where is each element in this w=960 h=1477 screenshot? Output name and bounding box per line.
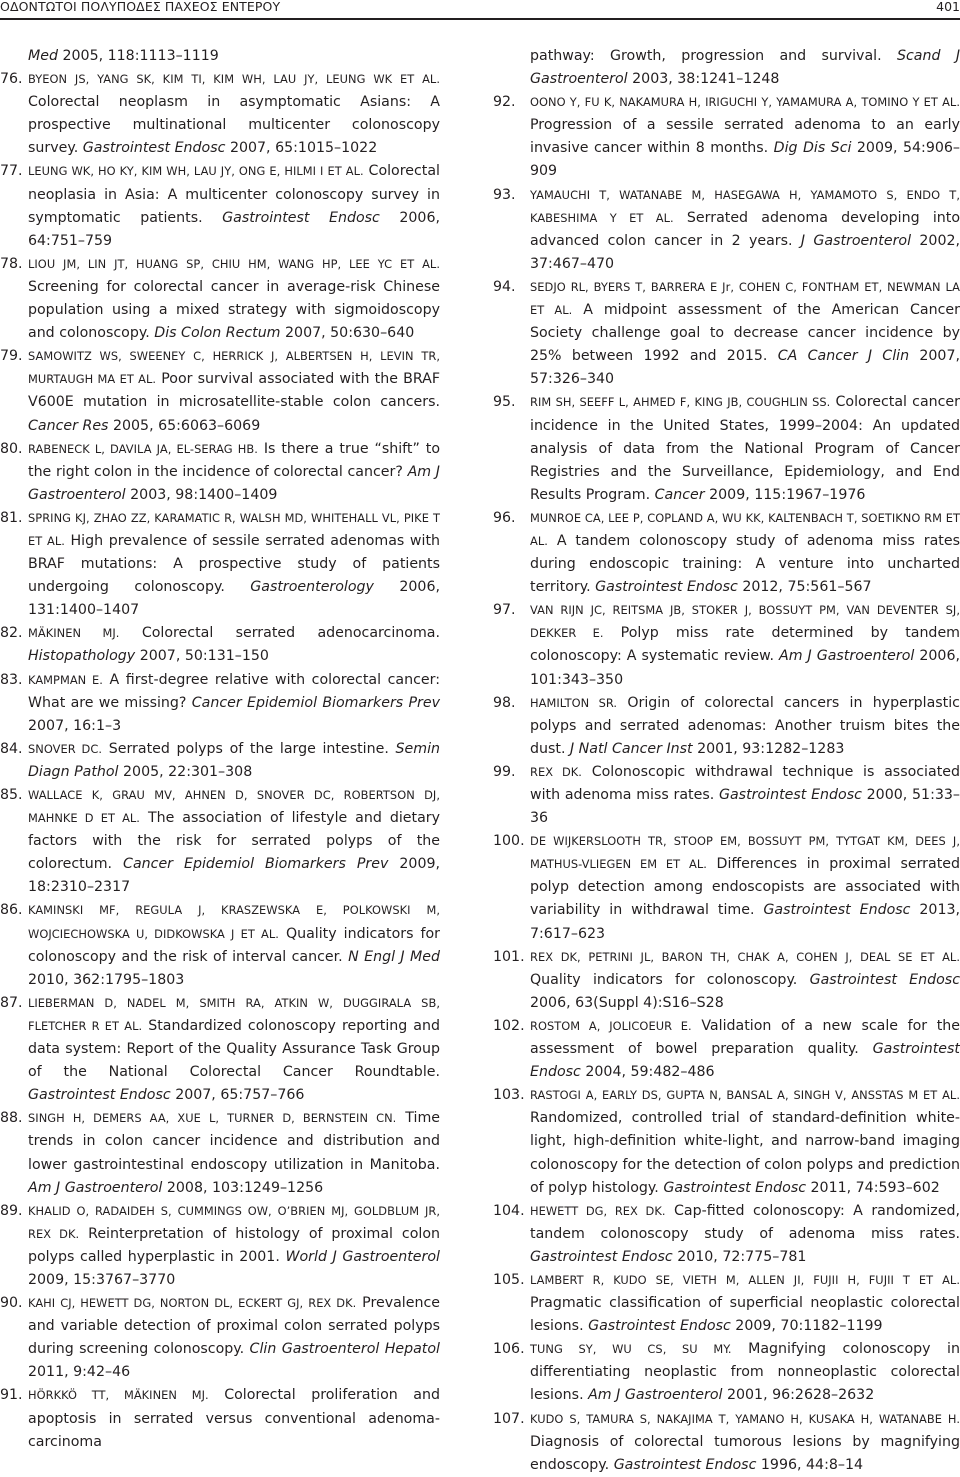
reference-authors: HEWETT DG, REX DK. [530, 1203, 666, 1218]
reference-details: 2006, 63(Suppl 4):S16–S28 [530, 994, 724, 1011]
reference-details: 2007, 50:131–150 [139, 648, 269, 665]
reference-number: 98. [493, 694, 516, 711]
reference-details: 2006, 131:1400–1407 [28, 579, 440, 619]
reference-details: 2010, 72:775–781 [677, 1248, 807, 1265]
reference-title: Is there a true “shift” to the right colon in the incidence of colorectal cancer? [28, 440, 440, 480]
reference-journal: Gastrointest Endosc [718, 787, 862, 803]
reference-details: 2004, 59:482–486 [585, 1064, 715, 1081]
reference-details: 1996, 44:8–14 [760, 1456, 864, 1473]
reference-number: 104. [493, 1202, 525, 1219]
reference-item [493, 1338, 960, 1407]
reference-item [0, 1384, 440, 1453]
reference-item [493, 276, 960, 391]
reference-authors: MUNROE CA, LEE P, COPLAND A, WU KK, KALTENBACH T, SOETIKNO RM ET AL. [530, 510, 960, 548]
reference-journal: Med [28, 48, 58, 64]
reference-authors: OONO Y, FU K, NAKAMURA H, IRIGUCHI Y, YAMAMURA A, TOMINO Y ET AL. [530, 95, 960, 110]
reference-title: Screening for colorectal cancer in average-risk Chinese population using a mixed strategy with sigmoidoscopy and colonoscopy. [28, 278, 440, 342]
reference-details: 2011, 9:42–46 [28, 1364, 131, 1381]
reference-item [0, 1107, 440, 1199]
reference-details: 2003, 98:1400–1409 [130, 486, 278, 503]
reference-title: A tandem colonoscopy study of adenoma miss rates during endoscopic training: A venture into uncharted territory. [530, 532, 960, 596]
reference-item [493, 1015, 960, 1084]
reference-title: Prevalence and variable detection of proximal colon serrated polyps during screening colonoscopy. [28, 1295, 440, 1358]
reference-number: 86. [0, 902, 23, 919]
reference-title: Quality indicators for colonoscopy. [530, 971, 798, 988]
reference-item [0, 738, 440, 784]
reference-journal: Gastroenterology [250, 579, 374, 596]
reference-number: 92. [493, 94, 516, 111]
reference-number: 103. [493, 1087, 525, 1104]
reference-number: 99. [493, 763, 516, 780]
reference-title: The association of lifestyle and dietary factors with the risk for serrated polyps of the colorectum. [28, 810, 440, 873]
reference-journal: Am J Gastroenterol [778, 648, 915, 665]
reference-journal: Gastrointest Endosc [595, 579, 738, 596]
reference-number: 80. [0, 440, 23, 457]
reference-authors: HAMILTON SR. [530, 695, 618, 710]
reference-details: 2001, 93:1282–1283 [697, 740, 845, 757]
reference-title: Polyp miss rate determined by tandem colonoscopy: A systematic review. [530, 625, 960, 665]
reference-authors: RABENECK L, DAVILA JA, EL-SERAG HB. [28, 441, 258, 456]
reference-title: Cap-fitted colonoscopy: A randomized, tandem colonoscopy study of adenoma miss rates. [530, 1202, 960, 1242]
reference-title: Reinterpretation of histology of proximal colon polyps called hyperplastic in 2001. [28, 1225, 440, 1265]
header-rule [0, 18, 960, 20]
reference-details: 2005, 65:6063–6069 [112, 417, 261, 434]
reference-item [0, 622, 440, 668]
reference-details: 2006, 101:343–350 [530, 648, 960, 688]
reference-item [493, 599, 960, 691]
reference-number: 91. [0, 1387, 23, 1404]
reference-details: 2005, 22:301–308 [123, 763, 253, 780]
reference-details: 2001, 96:2628–2632 [726, 1387, 875, 1404]
reference-item [493, 91, 960, 183]
reference-authors: KAHI CJ, HEWETT DG, NORTON DL, ECKERT GJ, REX DK. [28, 1296, 357, 1311]
reference-title: Randomized, controlled trial of standard-definition white-light, high-definition white-light, and narrow-band imaging colonoscopy for the detection of colon polyps and prediction of polyp histology. [530, 1110, 960, 1196]
reference-title: Magnifying colonoscopy in differentiating neoplastic from nonneoplastic colorectal lesions. [530, 1341, 960, 1404]
reference-number: 101. [493, 948, 525, 965]
reference-item [0, 1292, 440, 1384]
reference-details: 2002, 37:467–470 [530, 232, 960, 272]
reference-details: 2009, 70:1182–1199 [735, 1318, 883, 1335]
reference-journal: Gastrointest Endosc [82, 140, 226, 157]
reference-number: 81. [0, 509, 23, 526]
reference-details: 2007, 65:757–766 [175, 1087, 305, 1104]
reference-authors: LEUNG WK, HO KY, KIM WH, LAU JY, ONG E, HILMI I ET AL. [28, 164, 364, 179]
reference-journal: Am J Gastroenterol [28, 1179, 163, 1196]
reference-details: 2013, 7:617–623 [530, 902, 960, 942]
reference-title: Quality indicators for colonoscopy and the risk of interval cancer. [28, 925, 440, 965]
reference-title: Differences in proximal serrated polyp detection among endoscopists are associated with variability in withdrawal time. [530, 856, 960, 919]
reference-authors: DE WIJKERSLOOTH TR, STOOP EM, BOSSUYT PM, TYTGAT KM, DEES J, MATHUS-VLIEGEN EM ET AL. [530, 834, 960, 872]
reference-title: A first-degree relative with colorectal cancer: What are we missing? [28, 671, 440, 711]
reference-number: 94. [493, 278, 516, 295]
reference-item [493, 1084, 960, 1199]
reference-journal: N Engl J Med [348, 948, 440, 965]
reference-item [0, 669, 440, 738]
reference-item [493, 761, 960, 830]
reference-title: High prevalence of sessile serrated adenomas with BRAF mutations: A prospective study of patients undergoing colonoscopy. [28, 532, 441, 596]
reference-journal: J Natl Cancer Inst [569, 740, 693, 757]
reference-title: Colorectal neoplasm in asymptomatic Asians: A prospective multinational multicenter colonoscopy survey. [28, 94, 440, 157]
page-header [0, 0, 960, 26]
reference-title: Colorectal proliferation and apoptosis in serrated versus conventional adenoma-carcinoma [28, 1387, 440, 1450]
reference-item [0, 345, 440, 437]
reference-journal: Cancer [654, 486, 705, 503]
left-column [0, 45, 440, 1454]
reference-authors: KAMINSKI MF, REGULA J, KRASZEWSKA E, POLKOWSKI M, WOJCIECHOWSKA U, DIDKOWSKA J ET AL. [28, 903, 440, 941]
reference-number: 106. [493, 1341, 525, 1358]
reference-authors: MÄKINEN MJ. [28, 626, 120, 641]
reference-authors: SEDJO RL, BYERS T, BARRERA E Jr, COHEN C, FONTHAM ET, NEWMAN LA ET AL. [530, 279, 960, 318]
reference-journal: Semin Diagn Pathol [28, 740, 441, 780]
reference-journal: Clin Gastroenterol Hepatol [249, 1341, 440, 1358]
reference-item [493, 1408, 960, 1477]
reference-item [493, 391, 960, 506]
reference-title: Diagnosis of colorectal tumorous lesions by magnifying endoscopy. [530, 1433, 960, 1473]
reference-authors: WALLACE K, GRAU MV, AHNEN D, SNOVER DC, ROBERTSON DJ, MAHNKE D ET AL. [28, 788, 440, 826]
reference-authors: SNOVER DC. [28, 741, 103, 756]
reference-item [493, 692, 960, 761]
reference-item [0, 507, 440, 622]
reference-number: 77. [0, 163, 23, 180]
reference-number: 85. [0, 787, 23, 803]
reference-title: Standardized colonoscopy reporting and data system: Report of the Quality Assurance Task Group of the National Colorectal Cancer Roundtable. [28, 1017, 440, 1081]
reference-item [493, 830, 960, 945]
reference-details: 2005, 118:1113–1119 [62, 48, 219, 64]
reference-details: 2007, 57:326–340 [530, 348, 960, 388]
reference-item [493, 507, 960, 599]
reference-journal: J Gastroenterol [800, 232, 912, 249]
reference-journal: CA Cancer J Clin [777, 348, 910, 365]
reference-journal: Cancer Epidemiol Biomarkers Prev [123, 856, 389, 873]
reference-title: Serrated adenoma developing into advanced colon cancer in 2 years. [530, 209, 960, 249]
reference-journal: Am J Gastroenterol [28, 463, 440, 503]
reference-authors: RIM SH, SEEFF L, AHMED F, KING JB, COUGHLIN SS. [530, 395, 831, 410]
reference-authors: SPRING KJ, ZHAO ZZ, KARAMATIC R, WALSH MD, WHITEHALL VL, PIKE T ET AL. [28, 510, 440, 548]
reference-journal: Histopathology [28, 648, 136, 665]
reference-journal: Gastrointest Endosc [613, 1456, 757, 1473]
reference-details: 2007, 50:630–640 [285, 325, 415, 342]
reference-details: 2009, 54:906–909 [530, 140, 960, 180]
reference-authors: REX DK. [530, 764, 582, 779]
reference-title: Origin of colorectal cancers in hyperplastic polyps and serrated adenomas: Another truism bites the dust. [530, 694, 960, 757]
reference-number: 79. [0, 348, 23, 365]
running-title: ΟΔΟΝΤΩΤΟΙ ΠΟΛΥΠΟΔΕΣ ΠΑΧΕΟΣ ΕΝΤΕΡΟΥ [0, 0, 281, 14]
reference-item [0, 992, 440, 1107]
reference-details: 2007, 16:1–3 [28, 717, 122, 734]
reference-item [0, 160, 440, 252]
reference-number: 87. [0, 994, 23, 1011]
reference-item [493, 1200, 960, 1269]
reference-number: 96. [493, 509, 516, 526]
reference-authors: RASTOGI A, EARLY DS, GUPTA N, BANSAL A, SINGH V, ANSSTAS M ET AL. [530, 1088, 960, 1103]
reference-title: Colorectal neoplasia in Asia: A multicenter colonoscopy survey in symptomatic patients. [28, 163, 440, 226]
reference-authors: SINGH H, DEMERS AA, XUE L, TURNER D, BERNSTEIN CN. [28, 1111, 397, 1126]
reference-number: 84. [0, 740, 23, 757]
reference-title: Colonoscopic withdrawal technique is associated with adenoma miss rates. [530, 763, 960, 803]
reference-number: 83. [0, 671, 23, 688]
reference-authors: LIEBERMAN D, NADEL M, SMITH RA, ATKIN W, DUGGIRALA SB, FLETCHER R ET AL. [28, 995, 440, 1033]
reference-item [493, 184, 960, 276]
reference-number: 90. [0, 1295, 23, 1312]
reference-journal: Gastrointest Endosc [530, 1041, 960, 1081]
reference-authors: REX DK, PETRINI JL, BARON TH, CHAK A, COHEN J, DEAL SE ET AL. [530, 949, 960, 964]
reference-number: 89. [0, 1202, 23, 1219]
reference-journal: Cancer Res [28, 417, 109, 434]
reference-item [0, 899, 440, 991]
reference-journal: Gastrointest Endosc [588, 1318, 731, 1335]
reference-journal: Dig Dis Sci [773, 140, 852, 157]
reference-authors: LIOU JM, LIN JT, HUANG SP, CHIU HM, WANG HP, LEE YC ET AL. [28, 256, 440, 271]
reference-journal: Gastrointest Endosc [28, 1087, 171, 1104]
reference-item [0, 45, 440, 68]
reference-details: 2009, 18:2310–2317 [28, 856, 441, 896]
reference-number: 105. [493, 1271, 525, 1288]
reference-item [493, 1269, 960, 1338]
reference-item [493, 45, 960, 91]
reference-number: 97. [493, 602, 516, 619]
reference-details: 2000, 51:33–36 [530, 787, 960, 827]
reference-title: Time trends in colon cancer incidence and distribution and lower gastrointestinal endoscopy utilization in Manitoba. [28, 1110, 441, 1173]
reference-journal: Gastrointest Endosc [809, 971, 960, 988]
reference-number: 107. [493, 1410, 525, 1427]
reference-authors: YAMAUCHI T, WATANABE M, HASEGAWA H, YAMAMOTO S, ENDO T, KABESHIMA Y ET AL. [530, 187, 960, 225]
reference-details: 2006, 64:751–759 [28, 209, 440, 249]
reference-details: 2012, 75:561–567 [742, 579, 872, 596]
reference-authors: LAMBERT R, KUDO SE, VIETH M, ALLEN JI, FUJII H, FUJII T ET AL. [530, 1272, 960, 1287]
reference-details: 2010, 362:1795–1803 [28, 971, 185, 988]
right-column [493, 45, 960, 1477]
reference-title: A midpoint assessment of the American Cancer Society challenge goal to decrease cancer incidence by 25% between 1992 and 2015. [530, 302, 960, 365]
reference-authors: VAN RIJN JC, REITSMA JB, STOKER J, BOSSUYT PM, VAN DEVENTER SJ, DEKKER E. [530, 603, 960, 641]
reference-number: 88. [0, 1110, 23, 1127]
reference-item [0, 438, 440, 507]
reference-number: 100. [493, 833, 525, 850]
reference-item [0, 68, 440, 160]
reference-title: pathway: Growth, progression and survival. [530, 48, 882, 64]
reference-authors: ROSTOM A, JOLICOEUR E. [530, 1018, 692, 1033]
reference-details: 2003, 38:1241–1248 [632, 71, 780, 88]
reference-number: 78. [0, 255, 23, 272]
reference-journal: Gastrointest Endosc [763, 902, 911, 919]
reference-details: 2009, 115:1967–1976 [709, 486, 866, 503]
reference-title: Colorectal cancer incidence in the United States, 1999–2004: An updated analysis of data from the National Program of Cancer Registries and the Surveillance, Epidemiology, and End Results Program. [530, 394, 960, 503]
reference-number: 76. [0, 71, 23, 88]
reference-journal: Scand J Gastroenterol [530, 48, 960, 88]
reference-title: Serrated polyps of the large intestine. [108, 740, 389, 757]
reference-authors: KAMPMAN E. [28, 672, 103, 687]
reference-title: Progression of a sessile serrated adenoma to an early invasive cancer within 8 months. [530, 117, 960, 157]
reference-authors: KHALID O, RADAIDEH S, CUMMINGS OW, O’BRIEN MJ, GOLDBLUM JR, REX DK. [28, 1203, 440, 1241]
reference-authors: KUDO S, TAMURA S, NAKAJIMA T, YAMANO H, KUSAKA H, WATANABE H. [530, 1411, 960, 1426]
reference-number: 82. [0, 625, 23, 642]
reference-number: 102. [493, 1017, 525, 1034]
reference-journal: Gastrointest Endosc [530, 1248, 673, 1265]
page-number: 401 [936, 0, 960, 14]
reference-details: 2009, 15:3767–3770 [28, 1271, 176, 1288]
reference-details: 2011, 74:593–602 [810, 1179, 940, 1196]
reference-authors: HÖRKKÖ TT, MÄKINEN MJ. [28, 1388, 209, 1403]
reference-item [0, 253, 440, 345]
reference-title: Poor survival associated with the BRAF V600E mutation in microsatellite-stable colon cancers. [28, 371, 440, 411]
reference-journal: Am J Gastroenterol [588, 1387, 723, 1404]
reference-item [493, 946, 960, 1015]
reference-item [0, 1200, 440, 1292]
reference-authors: BYEON JS, YANG SK, KIM TI, KIM WH, LAU JY, LEUNG WK ET AL. [28, 72, 440, 87]
reference-number: 95. [493, 394, 516, 411]
reference-number: 93. [493, 186, 516, 203]
reference-title: Validation of a new scale for the assessment of bowel preparation quality. [530, 1017, 960, 1058]
reference-journal: Gastrointest Endosc [222, 209, 380, 226]
reference-item [0, 784, 440, 899]
reference-journal: Gastrointest Endosc [663, 1179, 807, 1196]
reference-details: 2007, 65:1015–1022 [229, 140, 378, 157]
reference-journal: Cancer Epidemiol Biomarkers Prev [191, 694, 440, 711]
reference-details: 2008, 103:1249–1256 [166, 1179, 324, 1196]
reference-journal: World J Gastroenterol [285, 1248, 440, 1265]
reference-authors: SAMOWITZ WS, SWEENEY C, HERRICK J, ALBERTSEN H, LEVIN TR, MURTAUGH MA ET AL. [28, 349, 440, 387]
reference-title: Pragmatic classification of superficial neoplastic colorectal lesions. [530, 1295, 960, 1335]
reference-authors: TUNG SY, WU CS, SU MY. [530, 1342, 732, 1357]
reference-title: Colorectal serrated adenocarcinoma. [141, 625, 440, 642]
reference-journal: Dis Colon Rectum [154, 325, 281, 342]
